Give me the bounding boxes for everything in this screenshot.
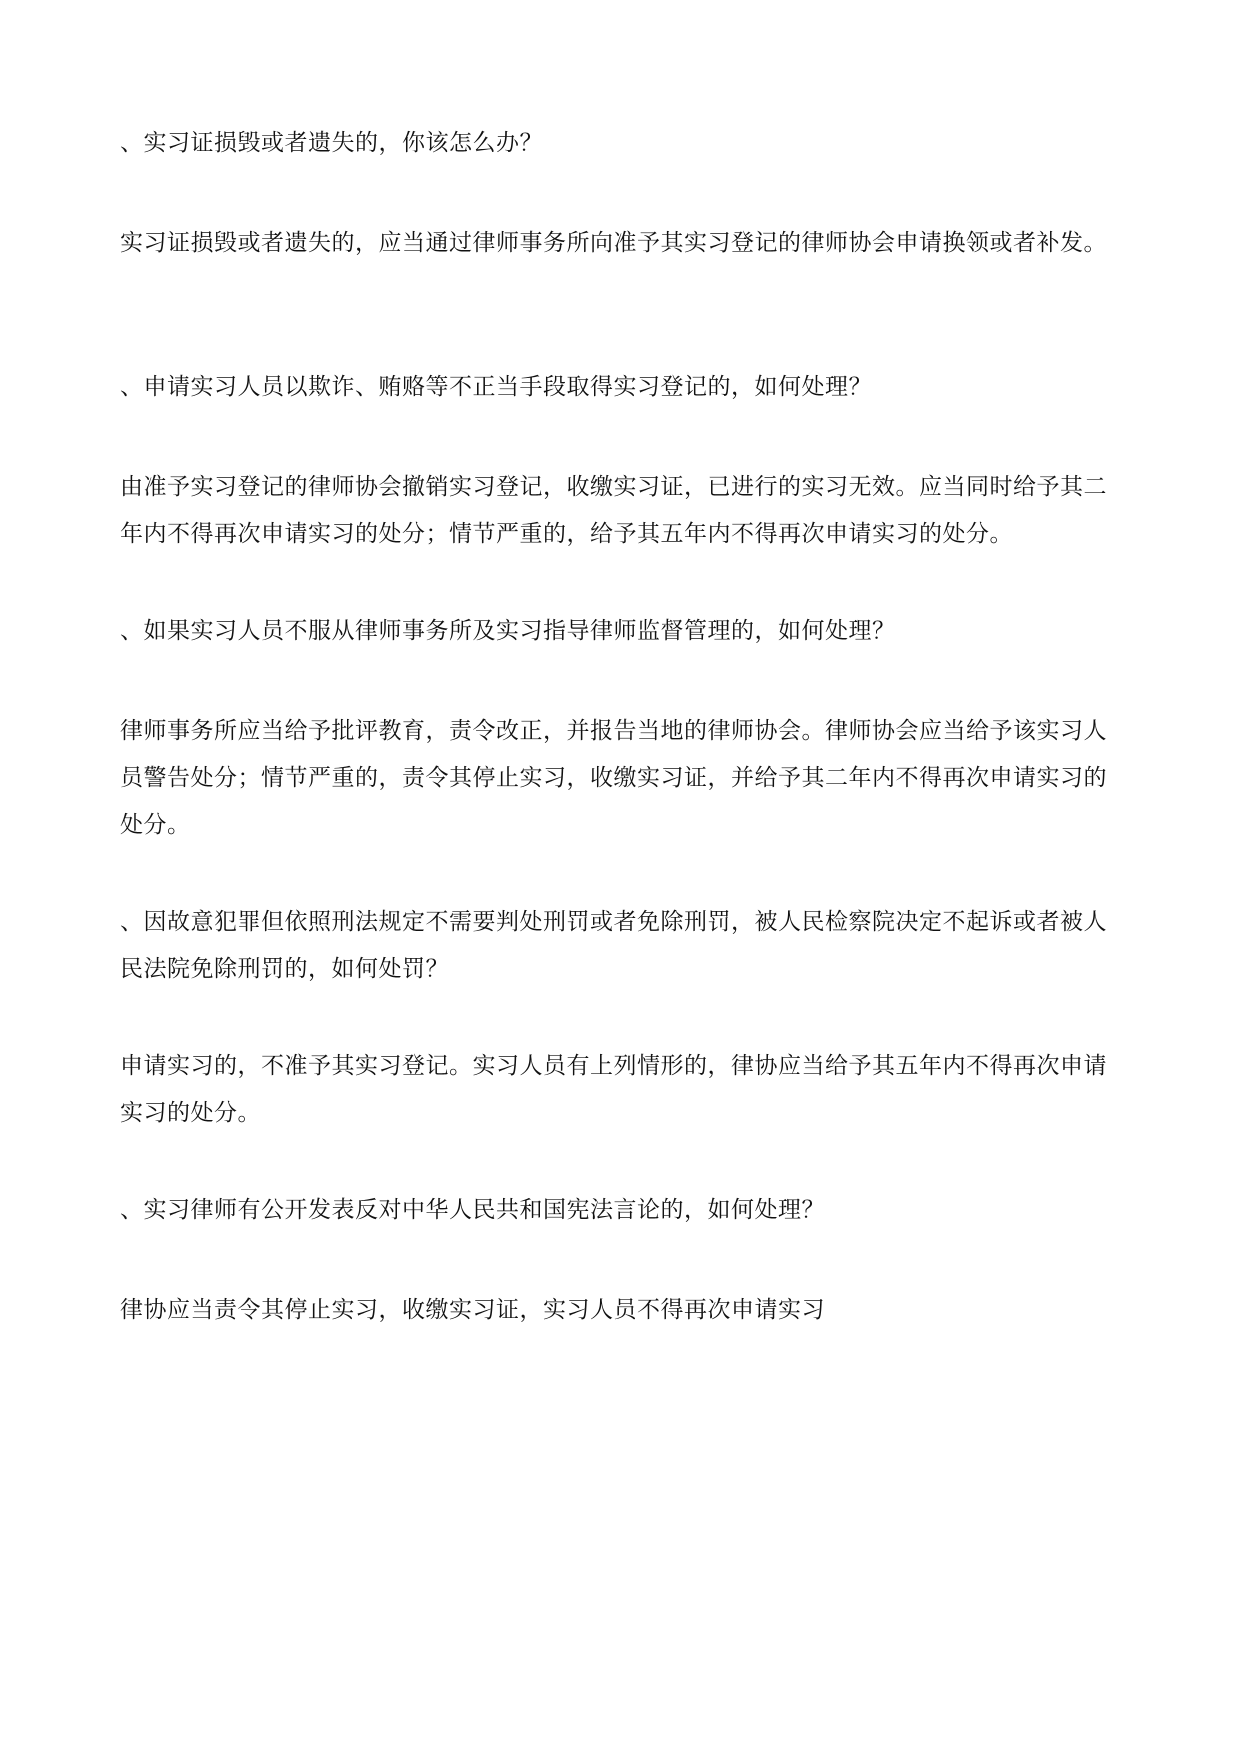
question-4: 、因故意犯罪但依照刑法规定不需要判处刑罚或者免除刑罚，被人民检察院决定不起诉或者被人民法院免除刑罚的，如何处罚？ <box>120 909 1107 982</box>
question-5: 、实习律师有公开发表反对中华人民共和国宪法言论的，如何处理？ <box>120 1197 825 1223</box>
answer-2: 由准予实习登记的律师协会撤销实习登记，收缴实习证，已进行的实习无效。应当同时给予其二年内不得再次申请实习的处分；情节严重的，给予其五年内不得再次申请实习的处分。 <box>120 474 1107 547</box>
question-2: 、申请实习人员以欺诈、贿赂等不正当手段取得实习登记的，如何处理？ <box>120 374 872 400</box>
answer-5: 律协应当责令其停止实习，收缴实习证，实习人员不得再次申请实习 <box>120 1297 825 1323</box>
question-1: 、实习证损毁或者遗失的，你该怎么办？ <box>120 130 543 156</box>
answer-4: 申请实习的，不准予其实习登记。实习人员有上列情形的，律协应当给予其五年内不得再次申请实习的处分。 <box>120 1053 1107 1126</box>
answer-1: 实习证损毁或者遗失的，应当通过律师事务所向准予其实习登记的律师协会申请换领或者补发。 <box>120 230 1107 256</box>
answer-3: 律师事务所应当给予批评教育，责令改正，并报告当地的律师协会。律师协会应当给予该实习人员警告处分；情节严重的，责令其停止实习，收缴实习证，并给予其二年内不得再次申请实习的处分。 <box>120 718 1107 838</box>
question-3: 、如果实习人员不服从律师事务所及实习指导律师监督管理的，如何处理？ <box>120 618 896 644</box>
